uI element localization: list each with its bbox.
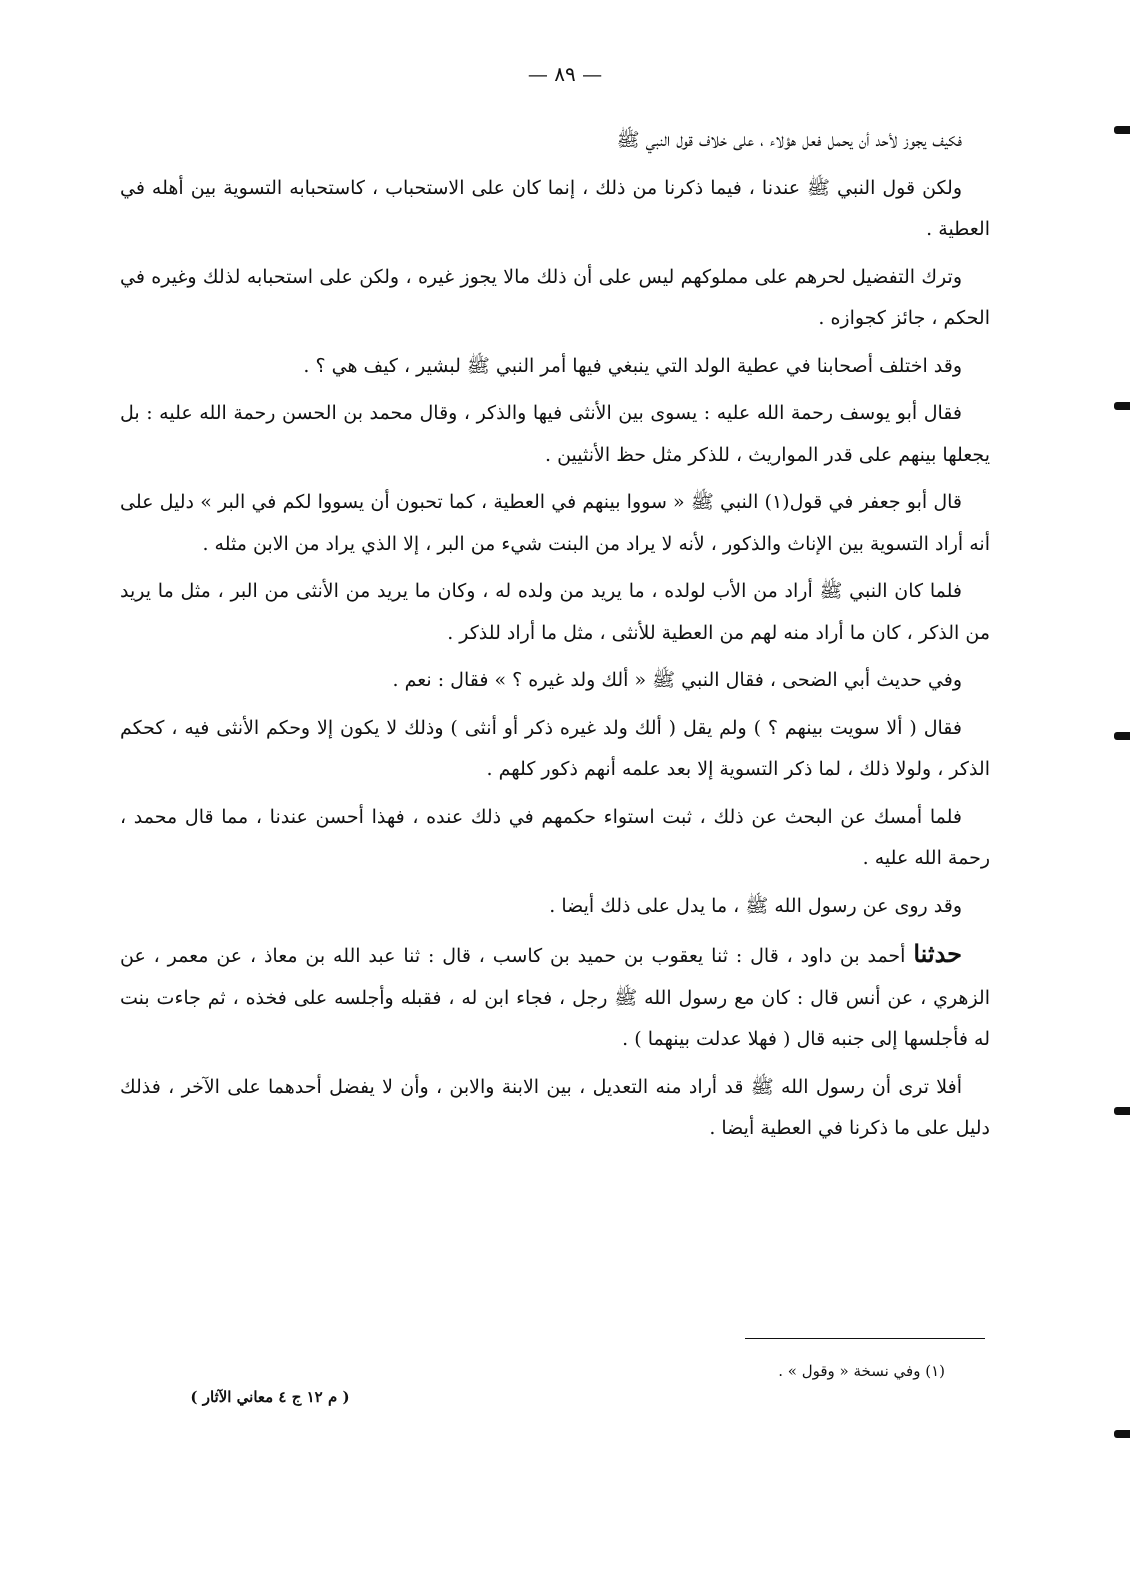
paragraph: فلما أمسك عن البحث عن ذلك ، ثبت استواء حكمهم في ذلك عنده ، فهذا أحسن عندنا ، مما قال محمد ، رحمة الله عليه . — [120, 805, 990, 869]
margin-mark — [1114, 1107, 1130, 1115]
footnote-divider — [745, 1338, 985, 1339]
hadith-paragraph — [120, 933, 990, 1061]
margin-mark — [1114, 732, 1130, 740]
margin-mark — [1114, 126, 1130, 134]
body-text — [120, 120, 990, 1156]
paragraph: وقد اختلف أصحابنا في عطية الولد التي ينبغي فيها أمر النبي ﷺ لبشير ، كيف هي ؟ . — [303, 354, 962, 377]
margin-mark — [1114, 1430, 1130, 1438]
paragraph: قال أبو جعفر في قول(١) النبي ﷺ « سووا بينهم في العطية ، كما تحبون أن يسووا لكم في البر » دليل على أنه أراد التسوية بين الإناث والذكور ، لأنه لا يراد من البنت شيء من البر ، إلا الذي يراد من الابن مثله . — [120, 491, 990, 555]
paragraph: وترك التفضيل لحرهم على مملوكهم ليس على أن ذلك مالا يجوز غيره ، ولكن على استحبابه لذلك وغيره في الحكم ، جائز كجوازه . — [120, 265, 990, 329]
paragraph: وقد روى عن رسول الله ﷺ ، ما يدل على ذلك أيضا . — [549, 894, 962, 917]
paragraph: ولكن قول النبي ﷺ عندنا ، فيما ذكرنا من ذلك ، إنما كان على الاستحباب ، كاستحبابه التسوية بين أهله في العطية . — [120, 176, 990, 240]
hadith-text: أحمد بن داود ، قال : ثنا يعقوب بن حميد بن كاسب ، قال : ثنا عبد الله بن معاذ ، عن معمر ، عن الزهري ، عن أنس قال : كان مع رسول الله ﷺ رجل ، فجاء ابن له ، فقبله وأجلسه على فخذه ، ثم جاءت بنت له فأجلسها إلى جنبه قال ( فهلا عدلت بينهما ) . — [120, 945, 990, 1050]
footnote: (١) وفي نسخة « وقول » . — [778, 1362, 945, 1380]
paragraph: فلما كان النبي ﷺ أراد من الأب لولده ، ما يريد من ولده له ، وكان ما يريد من الأنثى من البر ، مثل ما يريد من الذكر ، كان ما أراد منه لهم من العطية للأنثى ، مثل ما أراد للذكر . — [120, 580, 990, 644]
paragraph: فكيف يجوز لأحد أن يحمل فعل هؤلاء ، على خلاف قول النبي ﷺ — [616, 129, 962, 151]
paragraph: فقال ( ألا سويت بينهم ؟ ) ولم يقل ( ألك ولد غيره ذكر أو أنثى ) وذلك لا يكون إلا وحكم الأنثى فيه ، كحكم الذكر ، ولولا ذلك ، لما ذكر التسوية إلا بعد علمه أنهم ذكور كلهم . — [120, 716, 990, 780]
page-number: — ٨٩ — — [527, 62, 603, 86]
paragraph: فقال أبو يوسف رحمة الله عليه : يسوى بين الأنثى فيها والذكر ، وقال محمد بن الحسن رحمة الله عليه : بل يجعلها بينهم على قدر المواريث ، للذكر مثل حظ الأنثيين . — [120, 402, 990, 466]
margin-mark — [1114, 402, 1130, 410]
paragraph: أفلا ترى أن رسول الله ﷺ قد أراد منه التعديل ، بين الابنة والابن ، وأن لا يفضل أحدهما على الآخر ، فذلك دليل على ما ذكرنا في العطية أيضا . — [120, 1075, 990, 1139]
hadith-lead-word: حدثنا — [913, 939, 962, 968]
paragraph: وفي حديث أبي الضحى ، فقال النبي ﷺ « ألك ولد غيره ؟ » فقال : نعم . — [392, 669, 962, 691]
page-signature: ( م ١٢ ج ٤ معاني الآثار ) — [190, 1388, 350, 1406]
